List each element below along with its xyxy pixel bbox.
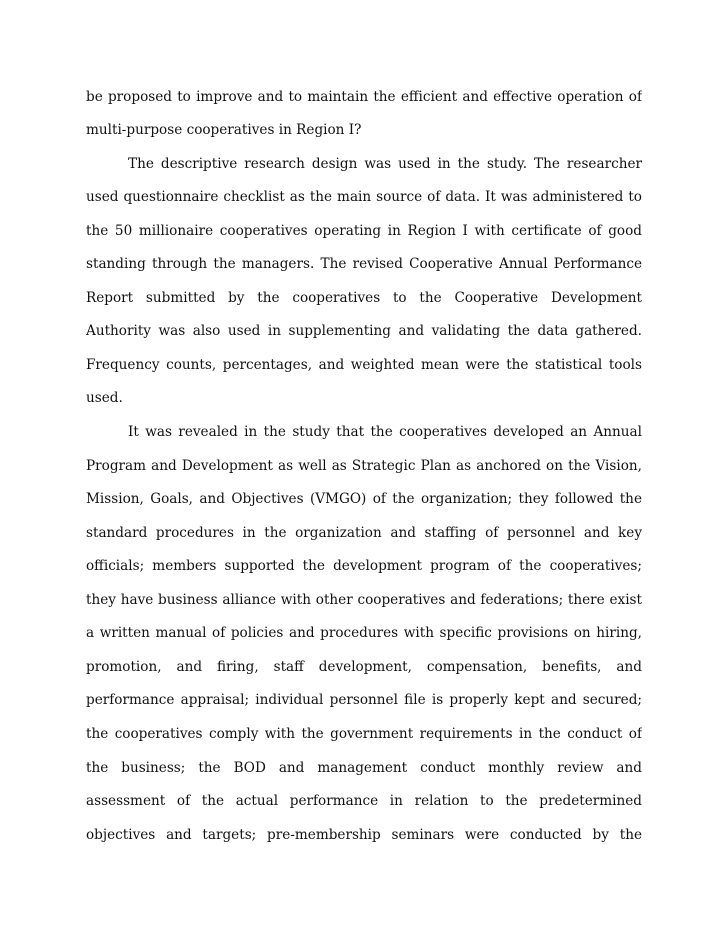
text-line: promotion, and firing, staff development, compensation, benefits, and [86, 659, 642, 675]
text-line: standing through the managers. The revised Cooperative Annual Performance [86, 256, 642, 272]
text-line: officials; members supported the development program of the cooperatives; [86, 558, 642, 574]
text-line: objectives and targets; pre-membership seminars were conducted by the [86, 827, 642, 843]
text-line: performance appraisal; individual personnel file is properly kept and secured; [86, 692, 642, 708]
text-line: they have business alliance with other cooperatives and federations; there exist [86, 592, 642, 608]
text-line: a written manual of policies and procedures with specific provisions on hiring, [86, 625, 642, 641]
text-line: multi-purpose cooperatives in Region I? [86, 122, 362, 138]
text-line: the cooperatives comply with the government requirements in the conduct of [86, 726, 642, 742]
text-line: Report submitted by the cooperatives to the Cooperative Development [86, 290, 642, 306]
text-line: standard procedures in the organization and staffing of personnel and key [86, 525, 642, 541]
text-line: Frequency counts, percentages, and weighted mean were the statistical tools [86, 357, 642, 373]
text-line: the business; the BOD and management conduct monthly review and [86, 760, 642, 776]
text-line: used questionnaire checklist as the main source of data. It was administered to [86, 189, 642, 205]
paragraph-start-line: The descriptive research design was used in the study. The researcher [128, 156, 642, 172]
text-line: assessment of the actual performance in relation to the predetermined [86, 793, 642, 809]
text-line: be proposed to improve and to maintain the efficient and effective operation of [86, 89, 642, 105]
paragraph-start-line: It was revealed in the study that the cooperatives developed an Annual [128, 424, 642, 440]
text-line: the 50 millionaire cooperatives operating in Region I with certificate of good [86, 223, 642, 239]
text-line: Authority was also used in supplementing and validating the data gathered. [86, 323, 642, 339]
text-line: used. [86, 390, 123, 406]
text-line: Program and Development as well as Strategic Plan as anchored on the Vision, [86, 458, 642, 474]
text-line: Mission, Goals, and Objectives (VMGO) of the organization; they followed the [86, 491, 642, 507]
